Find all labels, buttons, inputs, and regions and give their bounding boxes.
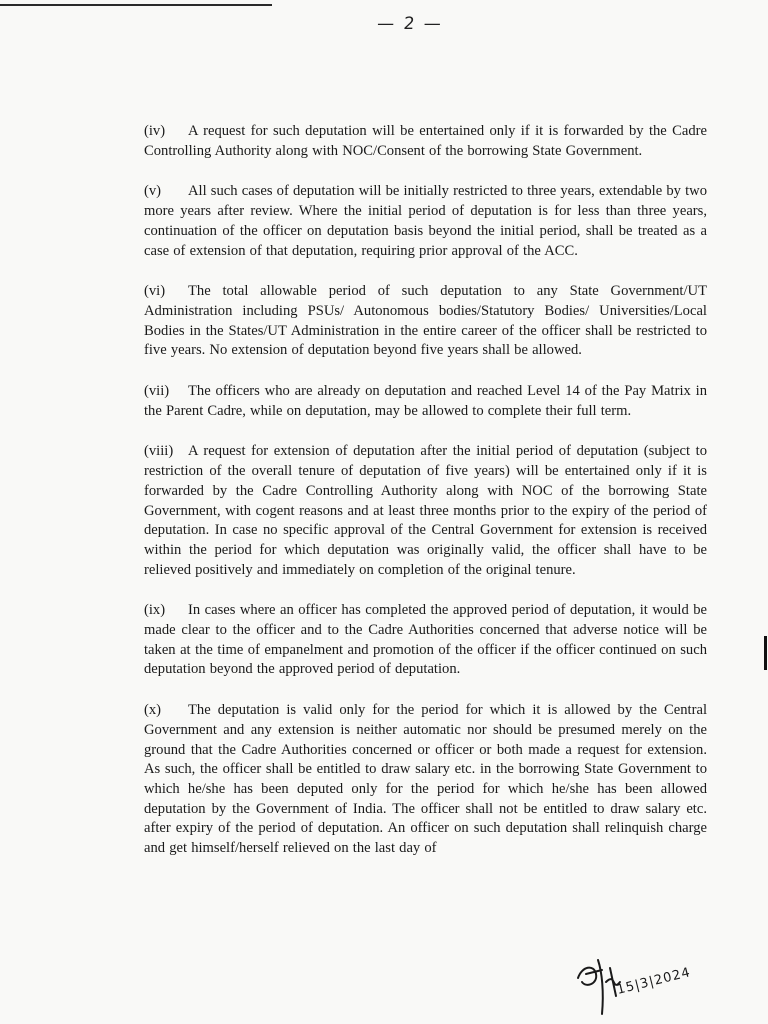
paragraph-x xyxy=(144,701,707,859)
paragraph-label: (vii) xyxy=(144,383,170,400)
paragraph-viii xyxy=(144,442,707,580)
paragraph-text: A request for such deputation will be entertained only if it is forwarded by the Cadre Controlling Authority along with NOC/Consent of the borrowing State Government. xyxy=(144,123,707,159)
paragraph-label: (iv) xyxy=(144,123,166,139)
paragraph-text: In cases where an officer has completed the approved period of deputation, it would be made clear to the officer and to the Cadre Authorities concerned that adverse notice will be taken at the time of empanelment and promotion of the officer if the officer continued on such deputation beyond the approved period of deputation. xyxy=(144,602,707,678)
paragraph-vi xyxy=(144,282,707,361)
paragraph-text: The total allowable period of such deputation to any State Government/UT Administration including PSUs/ Autonomous bodies/Statutory Bodies/ Universities/Local Bodies in the States/UT Administration in the entire career of the officer shall be restricted to five years. No extension of deputation beyond five years shall be allowed. xyxy=(144,283,707,359)
paragraph-text: The officers who are already on deputation and reached Level 14 of the Pay Matrix in the Parent Cadre, while on deputation, may be allowed to complete their full term. xyxy=(144,383,707,419)
scan-edge-mark xyxy=(764,636,767,670)
paragraph-text: A request for extension of deputation after the initial period of deputation (subject to restriction of the overall tenure of deputation of five years) will be entertained only if it is forwarded by the Cadre Controlling Authority along with NOC of the borrowing State Government, with cogent reasons and at least three months prior to the expiry of the period of deputation. In case no specific approval of the Central Government for extension is received within the period for which deputation was originally valid, the officer shall have to be relieved positively and immediately on completion of the original tenure. xyxy=(144,443,707,578)
paragraph-v xyxy=(144,182,707,261)
body-text xyxy=(144,122,707,880)
paragraph-label: (ix) xyxy=(144,602,166,619)
top-rule xyxy=(0,4,272,6)
page-number: — 2 — xyxy=(376,14,444,34)
paragraph-vii xyxy=(144,382,707,421)
paragraph-label: (v) xyxy=(144,183,162,200)
paragraph-label: (x) xyxy=(144,702,162,719)
paragraph-ix xyxy=(144,601,707,680)
paragraph-text: All such cases of deputation will be initially restricted to three years, extendable by two more years after review. Where the initial period of deputation is for less than three years, continuation of the officer on deputation basis beyond the initial period, shall be treated as a case of extension of that deputation, requiring prior approval of the ACC. xyxy=(144,183,707,259)
paragraph-label: (viii) xyxy=(144,443,174,460)
paragraph-text: The deputation is valid only for the period for which it is allowed by the Central Government and any extension is neither automatic nor should be presumed merely on the ground that the Cadre Authorities concerned or officer or both made a request for extension. As such, the officer shall be entitled to draw salary etc. in the borrowing State Government to which he/she has been deputed only for the period for which he/she has been allowed deputation by the Government of India. The officer shall not be entitled to draw salary etc. after expiry of the period of deputation. An officer on such deputation shall relinquish charge and get himself/herself relieved on the last day of xyxy=(144,702,707,857)
paragraph-iv xyxy=(144,122,707,161)
signature-date: 15|3|2024 xyxy=(615,965,693,998)
paragraph-label: (vi) xyxy=(144,283,166,300)
